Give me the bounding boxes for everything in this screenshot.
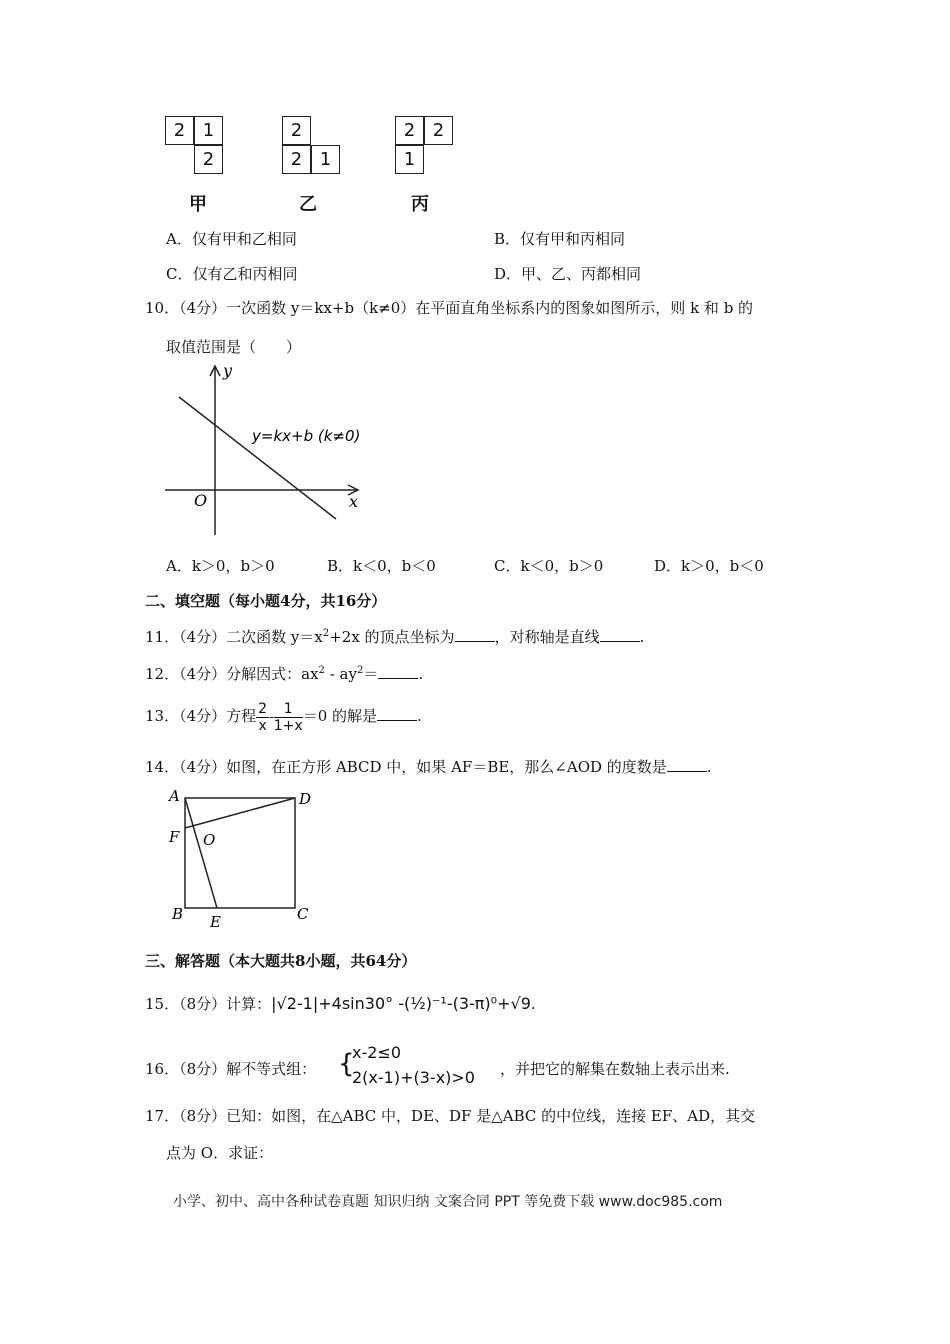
- q12-mid: - ay: [324, 665, 357, 683]
- graph-origin-label: O: [194, 491, 208, 510]
- grid-cell: 1: [194, 116, 223, 145]
- q11-end: .: [639, 628, 645, 646]
- q16-post: ，并把它的解集在数轴上表示出来.: [500, 1060, 730, 1078]
- q15-expression: |√2-1|+4sin30° -(½)⁻¹-(3-π)⁰+√9: [271, 994, 531, 1013]
- q11-sup: 2: [322, 628, 330, 639]
- grid-cell: 2: [165, 116, 194, 145]
- q12-end: ＝: [363, 665, 379, 683]
- section-heading-solutions: 三、解答题（本大题共8小题，共64分）: [145, 952, 417, 970]
- q16-brace: {: [338, 1049, 355, 1079]
- q11-mid: +2x 的顶点坐标为: [329, 628, 455, 646]
- grid-cell: 2: [194, 145, 223, 174]
- q13-fraction-1: [256, 701, 269, 734]
- q14-square-diagram: [160, 783, 330, 933]
- q10-text-line1: 10．（4分）一次函数 y＝kx+b（k≠0）在平面直角坐标系内的图象如图所示，则 k 和 b 的: [145, 299, 754, 317]
- q9-option-c: C．仅有乙和丙相同: [166, 265, 298, 283]
- q14-text: [145, 757, 712, 777]
- q13-minus: -: [269, 710, 274, 725]
- grid-cell: 2: [282, 116, 311, 145]
- q9-option-b: B．仅有甲和丙相同: [494, 230, 626, 248]
- q13-end: .: [417, 707, 422, 725]
- q16-inequality-2: 2(x-1)+(3-x)>0: [352, 1068, 475, 1087]
- q10-option-c: C．k＜0，b＞0: [494, 557, 604, 575]
- q12-sup1: 2: [318, 665, 325, 676]
- grid-cell: 1: [395, 145, 424, 174]
- grid-cell: 2: [424, 116, 453, 145]
- q15-text: [145, 994, 536, 1014]
- q10-option-b: B．k＜0，b＜0: [327, 557, 436, 575]
- graph-equation-label: y=kx+b (k≠0): [252, 427, 361, 445]
- q12-text: 12．（4分）分解因式：$ax^2 - ay^2=$ .: [145, 665, 424, 683]
- q17-text-line1: 17．（8分）已知：如图，在△ABC 中，DE、DF 是△ABC 的中位线，连接 EF、AD，其交: [145, 1107, 756, 1125]
- point-label-o: O: [203, 831, 216, 849]
- figure-label: 丙: [411, 194, 429, 215]
- q11-pre: 11．（4分）二次函数 y＝x: [145, 628, 323, 646]
- q13-fraction-2: [274, 701, 303, 734]
- point-label-c: C: [297, 905, 309, 923]
- point-label-f: F: [169, 828, 180, 846]
- q15-pre: 15．（8分）计算：: [145, 995, 272, 1013]
- q11-mid2: ，对称轴是直线: [494, 628, 600, 646]
- q14-end: .: [706, 758, 712, 776]
- q9-option-d: D．甲、乙、丙都相同: [494, 265, 642, 283]
- q13-post: ＝0 的解是: [302, 707, 378, 725]
- q11-blank-2: [600, 627, 640, 642]
- point-label-b: B: [172, 905, 184, 923]
- q16-inequality-1: x-2≤0: [352, 1043, 402, 1062]
- q12-pre: 12．（4分）分解因式：ax: [145, 665, 319, 683]
- q14-blank: [667, 757, 707, 772]
- q17-text-line2: 点为 O．求证：: [166, 1144, 274, 1162]
- fraction-denominator: x: [258, 717, 267, 734]
- q11-text: [145, 624, 644, 647]
- q13-text: [145, 697, 422, 737]
- point-label-d: D: [299, 790, 312, 808]
- fraction-denominator: 1+x: [273, 717, 303, 734]
- graph-x-label: x: [349, 492, 359, 511]
- grid-cell: 1: [311, 145, 340, 174]
- point-label-a: A: [169, 787, 180, 805]
- section-heading-fill-in: 二、填空题（每小题4分，共16分）: [145, 592, 387, 610]
- q10-text-line2: 取值范围是（ ）: [166, 338, 302, 356]
- q11-blank-1: [455, 627, 495, 642]
- q10-graph: [160, 360, 370, 540]
- grid-cell: 2: [395, 116, 424, 145]
- page-footer: 小学、初中、高中各种试卷真题 知识归纳 文案合同 PPT 等免费下载 www.doc985.com: [173, 1194, 723, 1210]
- graph-y-label: y: [223, 361, 233, 380]
- q10-option-a: A．k＞0，b＞0: [166, 557, 275, 575]
- q12-blank: [378, 664, 418, 679]
- q13-blank: [377, 706, 417, 721]
- grid-cell: 2: [282, 145, 311, 174]
- q14-question: 14．（4分）如图，在正方形 ABCD 中，如果 AF＝BE，那么∠AOD 的度数是: [145, 758, 667, 776]
- point-label-e: E: [210, 913, 221, 931]
- fraction-numerator: 1: [274, 701, 303, 718]
- fraction-numerator: 2: [258, 700, 268, 717]
- q15-end: .: [530, 995, 536, 1013]
- q9-option-a: A．仅有甲和乙相同: [166, 230, 297, 248]
- q16-pre: 16．（8分）解不等式组：: [145, 1060, 317, 1078]
- q12-sup2: 2: [356, 665, 364, 676]
- figure-label: 甲: [189, 194, 207, 215]
- figure-label: 乙: [299, 194, 317, 215]
- q10-option-d: D．k＞0，b＜0: [654, 557, 764, 575]
- q13-pre: 13．（4分）方程: [145, 707, 257, 725]
